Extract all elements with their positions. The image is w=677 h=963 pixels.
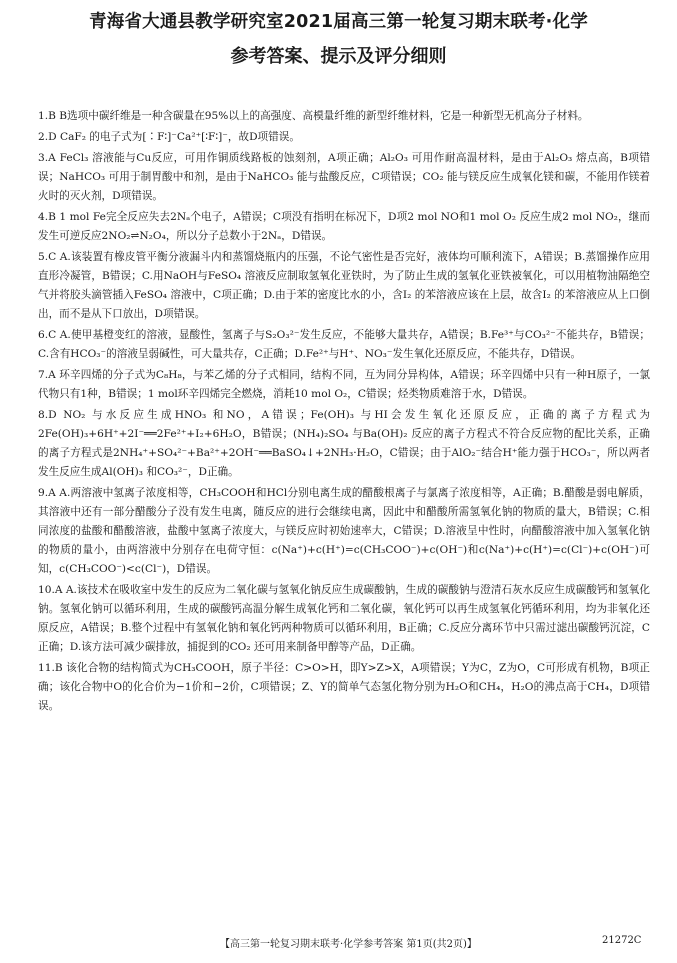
footer-code: 21272C	[602, 935, 642, 946]
answer-item-9	[38, 484, 650, 579]
answer-item-6	[38, 326, 650, 364]
answer-number: 11.B	[38, 662, 63, 674]
answer-list	[38, 107, 650, 718]
answer-number: 10.A	[38, 584, 63, 596]
answer-number: 3.A	[38, 152, 56, 164]
answer-item-3	[38, 149, 650, 206]
answer-number: 1.B	[38, 110, 56, 122]
answer-number: 7.A	[38, 369, 56, 381]
answer-text: 环辛四烯的分子式为C₈H₈，与苯乙烯的分子式相同，结构不同，互为同分异构体，A错误；环辛四烯中只有一种H原子，一氯代物只有1种，B错误；1 mol环辛四烯完全燃烧，消耗10 mol O₂，C错误；烃类物质难溶于水，D错误。	[38, 369, 650, 400]
answer-text: FeCl₃ 溶液能与Cu反应，可用作铜质线路板的蚀刻剂，A项正确；Al₂O₃ 可用作耐高温材料，是由于Al₂O₃ 熔点高，B项错误；NaHCO₃ 可用于制胃酸中和剂，是由于NaHCO₃ 能与盐酸反应，C项错误；CO₂ 能与镁反应生成氧化镁和碳，不能用作镁着火时的灭火剂，D项错误。	[38, 152, 650, 202]
answer-item-5	[38, 248, 650, 324]
answer-item-1	[38, 107, 650, 126]
answer-number: 8.D	[38, 409, 57, 421]
page-subtitle: 参考答案、提示及评分细则	[230, 46, 447, 67]
answer-text: CaF₂ 的电子式为[∶F∶]⁻Ca²⁺[∶F∶]⁻，故D项错误。	[59, 131, 300, 143]
answer-text: NO₂ 与水反应生成HNO₃ 和NO，A错误；Fe(OH)₃ 与HI会发生氧化还原反应，正确的离子方程式为2Fe(OH)₃+6H⁺+2I⁻══2Fe²⁺+I₂+6H₂O，B错误；(NH₄)₂SO₄ 与Ba(OH)₂ 反应的离子方程式不符合反应物的配比关系，正确的离子方程式是2NH₄⁺+SO₄²⁻+Ba²⁺+2OH⁻══BaSO₄↓+2NH₃·H₂O，C错误；由于AlO₂⁻结合H⁺能力强于HCO₃⁻，所以两者发生反应生成Al(OH)₃ 和CO₃²⁻，D正确。	[38, 409, 650, 478]
answer-item-10	[38, 581, 650, 657]
answer-text: B选项中碳纤维是一种含碳量在95%以上的高强度、高模量纤维的新型纤维材料，它是一种新型无机高分子材料。	[59, 110, 589, 122]
answer-number: 9.A	[38, 487, 56, 499]
answer-number: 5.C	[38, 251, 57, 263]
page-title: 青海省大通县教学研究室2021届高三第一轮复习期末联考·化学	[89, 12, 588, 32]
answer-item-8	[38, 406, 650, 482]
answer-item-4	[38, 208, 650, 246]
answer-number: 6.C	[38, 329, 57, 341]
answer-number: 4.B	[38, 211, 56, 223]
answer-item-2	[38, 128, 650, 147]
answer-text: A.该装置有橡皮管平衡分液漏斗内和蒸馏烧瓶内的压强，不论气密性是否完好，液体均可顺利流下，A错误；B.蒸馏操作应用直形冷凝管，B错误；C.用NaOH与FeSO₄ 溶液反应制取氢氧化亚铁时，为了防止生成的氢氧化亚铁被氧化，可以用植物油隔绝空气并将胶头滴管插入FeSO₄ 溶液中，C项正确；D.由于苯的密度比水的小，含I₂ 的苯溶液应该在上层，故含I₂ 的苯溶液应从上口倒出，而不是从下口放出，D项错误。	[38, 251, 650, 320]
answer-number: 2.D	[38, 131, 57, 143]
answer-item-7	[38, 366, 650, 404]
answer-text: 该化合物的结构简式为CH₃COOH，原子半径：C>O>H，即Y>Z>X，A项错误；Y为C，Z为O，C可形成有机物，B项正确；该化合物中O的化合价为−1价和−2价，C项错误；Z、Y的简单气态氢化物分别为H₂O和CH₄，H₂O的沸点高于CH₄，D项错误。	[38, 662, 651, 712]
answer-text: A.该技术在吸收室中发生的反应为二氧化碳与氢氧化钠反应生成碳酸钠，生成的碳酸钠与澄清石灰水反应生成碳酸钙和氢氧化钠。氢氧化钠可以循环利用，生成的碳酸钙高温分解生成氧化钙和二氧化碳，氧化钙可以再生成氢氧化钙循环利用，均为非氧化还原反应，A错误；B.整个过程中有氢氧化钠和氧化钙两种物质可以循环利用，B正确；C.反应分离环节中只需过滤出碳酸钙沉淀，C正确；D.该方法可减少碳排放，捕捉到的CO₂ 还可用来制备甲醇等产品，D正确。	[38, 584, 650, 653]
answer-item-11	[38, 659, 650, 716]
answer-text: A.两溶液中氢离子浓度相等，CH₃COOH和HCl分别电离生成的醋酸根离子与氯离子浓度相等，A正确；B.醋酸是弱电解质，其溶液中还有一部分醋酸分子没有发生电离，随反应的进行会继续电离，因此中和醋酸所需氢氧化钠的物质的量大，B错误；C.相同浓度的盐酸和醋酸溶液，盐酸中氢离子浓度大，与镁反应时初始速率大，C错误；D.溶液呈中性时，向醋酸溶液中加入氢氧化钠的物质的量小，由两溶液中分别存在电荷守恒：c(Na⁺)+c(H⁺)=c(CH₃COO⁻)+c(OH⁻)和c(Na⁺)+c(H⁺)=c(Cl⁻)+c(OH⁻)可知，c(CH₃COO⁻)<c(Cl⁻)，D错误。	[38, 487, 651, 575]
answer-text: 1 mol Fe完全反应失去2Nₐ个电子，A错误；C项没有指明在标况下，D项2 mol NO和1 mol O₂ 反应生成2 mol NO₂，继而发生可逆反应2NO₂⇌N₂O₄，所以分子总数小于2Nₐ，D错误。	[38, 211, 650, 242]
footer-page-info: 【高三第一轮复习期末联考·化学参考答案 第1页(共2页)】	[220, 939, 477, 950]
answer-text: A.使甲基橙变红的溶液，显酸性，氢离子与S₂O₃²⁻发生反应，不能够大量共存，A错误；B.Fe³⁺与CO₃²⁻不能共存，B错误；C.含有HCO₃⁻的溶液呈弱碱性，可大量共存，C正确；D.Fe²⁺与H⁺、NO₃⁻发生氧化还原反应，不能共存，D错误。	[38, 329, 650, 360]
